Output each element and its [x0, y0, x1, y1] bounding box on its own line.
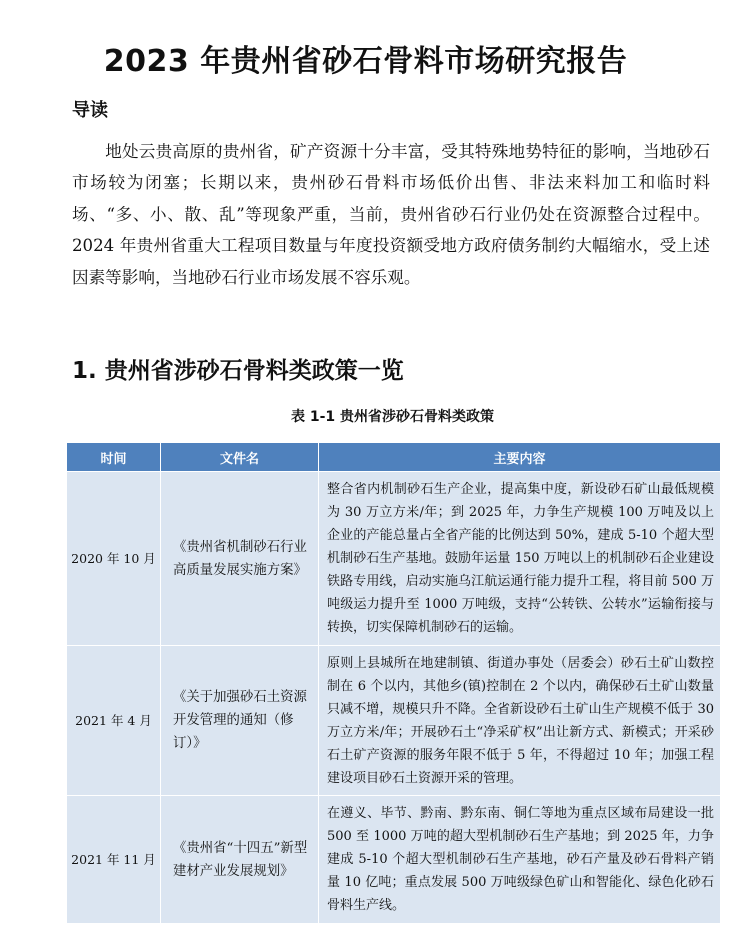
policy-table [66, 442, 721, 924]
table-row [67, 472, 721, 646]
cell-filename: 《贵州省机制砂石行业高质量发展实施方案》 [161, 472, 319, 646]
table-header-row [67, 443, 721, 472]
header-filename: 文件名 [161, 443, 319, 472]
cell-time: 2021 年 11 月 [67, 796, 161, 924]
cell-content: 在遵义、毕节、黔南、黔东南、铜仁等地为重点区域布局建设一批 500 至 1000 万吨的超大型机制砂石生产基地；到 2025 年，力争建成 5-10 个超大型机制砂石生产基地，砂石产量及砂石骨料产销量 10 亿吨；重点发展 500 万吨级绿色矿山和智能化、绿色化砂石骨料生产线。 [319, 796, 721, 924]
table-caption: 表 1-1 贵州省涉砂石骨料类政策 [290, 409, 495, 425]
cell-time: 2021 年 4 月 [67, 646, 161, 796]
report-title: 2023 年贵州省砂石骨料市场研究报告 [103, 44, 628, 79]
cell-content: 原则上县城所在地建制镇、街道办事处（居委会）砂石土矿山数控制在 6 个以内，其他乡(镇)控制在 2 个以内，确保砂石土矿山数量只减不增，规模只升不降。全省新设砂石土矿山生产规模不低于 30 万立方米/年；开展砂石土“净采矿权”出让新方式、新模式；开采砂石土矿产资源的服务年限不低于 5 年，不得超过 10 年；加强工程建设项目砂石土资源开采的管理。 [319, 646, 721, 796]
table-row [67, 646, 721, 796]
cell-time: 2020 年 10 月 [67, 472, 161, 646]
cell-filename: 《贵州省“十四五”新型建材产业发展规划》 [161, 796, 319, 924]
header-time: 时间 [67, 443, 161, 472]
table-row [67, 796, 721, 924]
cell-content: 整合省内机制砂石生产企业，提高集中度，新设砂石矿山最低规模为 30 万立方米/年；到 2025 年，力争生产规模 100 万吨及以上企业的产能总量占全省产能的比例达到 50%，建成 5-10 个超大型机制砂石生产基地。鼓励年运量 150 万吨以上的机制砂石企业建设铁路专用线，启动实施乌江航运通行能力提升工程，将目前 500 万吨级运力提升至 1000 万吨级，支持“公转铁、公转水”运输衔接与转换，切实保障机制砂石的运输。 [319, 472, 721, 646]
cell-filename: 《关于加强砂石土资源开发管理的通知（修订）》 [161, 646, 319, 796]
intro-paragraph: 地处云贵高原的贵州省，矿产资源十分丰富，受其特殊地势特征的影响，当地砂石市场较为闭塞；长期以来，贵州砂石骨料市场低价出售、非法来料加工和临时料场、“多、小、散、乱”等现象严重，当前，贵州省砂石行业仍处在资源整合过程中。2024 年贵州省重大工程项目数量与年度投资额受地方政府债务制约大幅缩水，受上述因素等影响，当地砂石行业市场发展不容乐观。 [72, 142, 710, 287]
subtitle-guide: 导读 [72, 100, 108, 121]
section-title: 1. 贵州省涉砂石骨料类政策一览 [72, 358, 404, 384]
header-content: 主要内容 [319, 443, 721, 472]
